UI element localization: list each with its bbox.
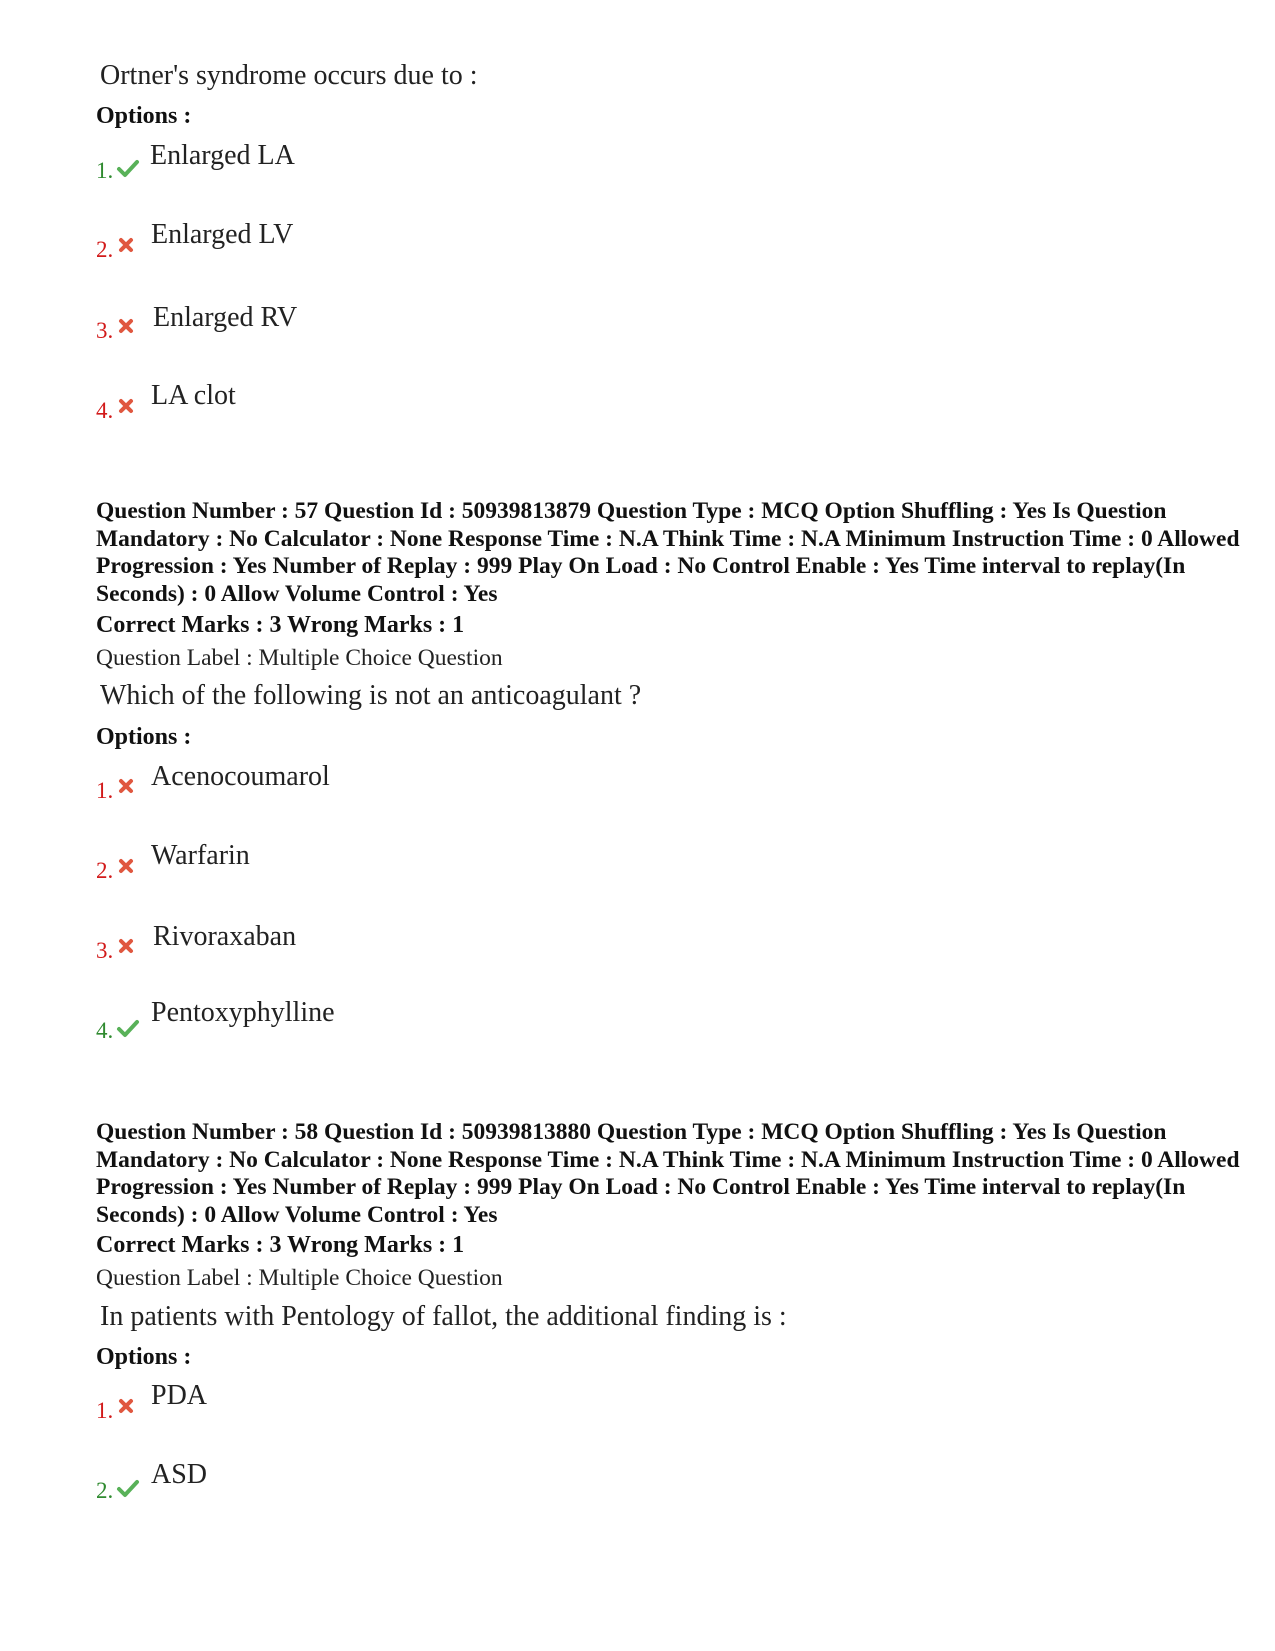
question-text: Ortner's syndrome occurs due to : (100, 60, 478, 91)
cross-icon (117, 937, 135, 955)
option-text: Enlarged LA (150, 140, 295, 171)
options-heading: Options : (96, 724, 192, 750)
cross-icon (117, 1397, 135, 1415)
cross-icon (117, 397, 135, 415)
question-label: Question Label : Multiple Choice Question (96, 645, 503, 671)
option-text: Warfarin (151, 840, 250, 871)
question-text: Which of the following is not an anticoagulant ? (100, 680, 642, 711)
marks-info: Correct Marks : 3 Wrong Marks : 1 (96, 612, 465, 638)
option-text: PDA (151, 1380, 208, 1411)
question-meta: Question Number : 58 Question Id : 50939813880 Question Type : MCQ Option Shuffling : Yes Is Question Mandatory : No Calculator : None Response Time : N.A Think Time : N.A Minimum Instruction Time : 0 Allowed Progression : Yes Number of Replay : 999 Play On Load : No Control Enable : Yes Time interval to replay(In Seconds) : 0 Allow Volume Control : Yes (96, 1119, 1240, 1228)
option-number: 1. (96, 158, 114, 183)
marks-info: Correct Marks : 3 Wrong Marks : 1 (96, 1232, 465, 1258)
option-text: Enlarged LV (151, 219, 294, 250)
cross-icon (117, 857, 135, 875)
option-text: Enlarged RV (153, 302, 298, 333)
check-icon (116, 1016, 140, 1040)
option-number: 4. (96, 398, 114, 423)
question-text: In patients with Pentology of fallot, the additional finding is : (100, 1301, 787, 1332)
option-number: 2. (96, 858, 114, 883)
option-number: 2. (96, 1478, 114, 1503)
check-icon (116, 156, 140, 180)
option-text: Acenocoumarol (151, 761, 330, 792)
option-number: 4. (96, 1018, 114, 1043)
option-number: 2. (96, 237, 114, 262)
option-number: 1. (96, 1398, 114, 1423)
check-icon (116, 1476, 140, 1500)
question-label: Question Label : Multiple Choice Question (96, 1265, 503, 1291)
cross-icon (117, 236, 135, 254)
option-text: ASD (151, 1459, 208, 1490)
options-heading: Options : (96, 1344, 192, 1370)
question-meta: Question Number : 57 Question Id : 50939813879 Question Type : MCQ Option Shuffling : Yes Is Question Mandatory : No Calculator : None Response Time : N.A Think Time : N.A Minimum Instruction Time : 0 Allowed Progression : Yes Number of Replay : 999 Play On Load : No Control Enable : Yes Time interval to replay(In Seconds) : 0 Allow Volume Control : Yes (96, 498, 1240, 607)
cross-icon (117, 317, 135, 335)
option-text: LA clot (151, 380, 236, 411)
option-text: Pentoxyphylline (151, 997, 335, 1028)
option-number: 3. (96, 938, 114, 963)
option-number: 3. (96, 318, 114, 343)
cross-icon (117, 777, 135, 795)
option-text: Rivoraxaban (153, 921, 297, 952)
option-number: 1. (96, 778, 114, 803)
options-heading: Options : (96, 103, 192, 129)
